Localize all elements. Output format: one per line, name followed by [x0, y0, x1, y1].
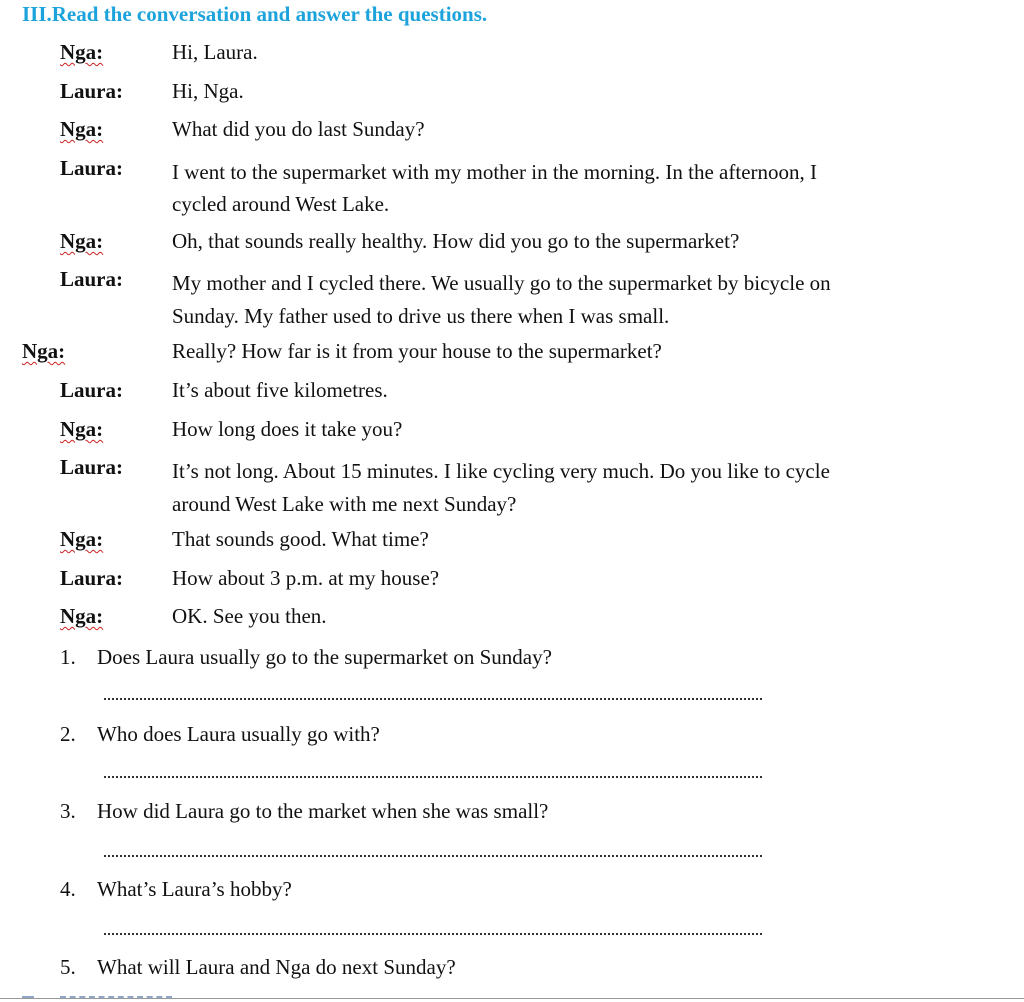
- exercise-heading: III.Read the conversation and answer the questions.: [22, 2, 488, 26]
- question-text: How did Laura go to the market when she was small?: [97, 799, 549, 823]
- answer-line[interactable]: [104, 776, 762, 778]
- question-text: Does Laura usually go to the supermarket on Sunday?: [97, 645, 552, 669]
- speaker-label: Nga:: [22, 339, 66, 363]
- dialogue-line: What did you do last Sunday?: [172, 117, 425, 141]
- question-number: 4.: [60, 877, 76, 901]
- speaker-label: Nga:: [60, 527, 104, 551]
- dialogue-line: Really? How far is it from your house to the supermarket?: [172, 339, 662, 363]
- speaker-label: Nga:: [60, 604, 104, 628]
- dialogue-line: My mother and I cycled there. We usually go to the supermarket by bicycle on Sunday. My father used to drive us there when I was small.: [172, 271, 831, 328]
- question-number: 1.: [60, 645, 76, 669]
- dialogue-line: OK. See you then.: [172, 604, 327, 628]
- speaker-label: Nga:: [60, 117, 104, 141]
- speaker-label: Laura:: [60, 455, 123, 479]
- question-number: 2.: [60, 722, 76, 746]
- dialogue-line: I went to the supermarket with my mother in the morning. In the afternoon, I cycled around West Lake.: [172, 160, 818, 216]
- dialogue-line: How about 3 p.m. at my house?: [172, 566, 440, 590]
- dialogue-line: That sounds good. What time?: [172, 527, 429, 551]
- speaker-label: Laura:: [60, 566, 123, 590]
- dialogue-line: How long does it take you?: [172, 417, 403, 441]
- question-text: Who does Laura usually go with?: [97, 722, 380, 746]
- page-bottom-rule: [0, 998, 1024, 999]
- question-number: 3.: [60, 799, 76, 823]
- dialogue-line: It’s not long. About 15 minutes. I like cycling very much. Do you like to cycle around West Lake with me next Sunday?: [172, 459, 830, 516]
- speaker-label: Laura:: [60, 378, 123, 402]
- question-number: 5.: [60, 955, 76, 979]
- question-text: What will Laura and Nga do next Sunday?: [97, 955, 456, 979]
- answer-line[interactable]: [104, 933, 762, 935]
- answer-line[interactable]: [104, 698, 762, 700]
- speaker-label: Nga:: [60, 229, 104, 253]
- dialogue-line: Hi, Nga.: [172, 79, 244, 103]
- speaker-label: Nga:: [60, 40, 104, 64]
- dialogue-line: Oh, that sounds really healthy. How did you go to the supermarket?: [172, 229, 740, 253]
- dialogue-line: It’s about five kilometres.: [172, 378, 388, 402]
- speaker-label: Laura:: [60, 267, 123, 291]
- dialogue-line: Hi, Laura.: [172, 40, 258, 64]
- speaker-label: Laura:: [60, 156, 123, 180]
- answer-line[interactable]: [104, 855, 762, 857]
- speaker-label: Laura:: [60, 79, 123, 103]
- question-text: What’s Laura’s hobby?: [97, 877, 292, 901]
- speaker-label: Nga:: [60, 417, 104, 441]
